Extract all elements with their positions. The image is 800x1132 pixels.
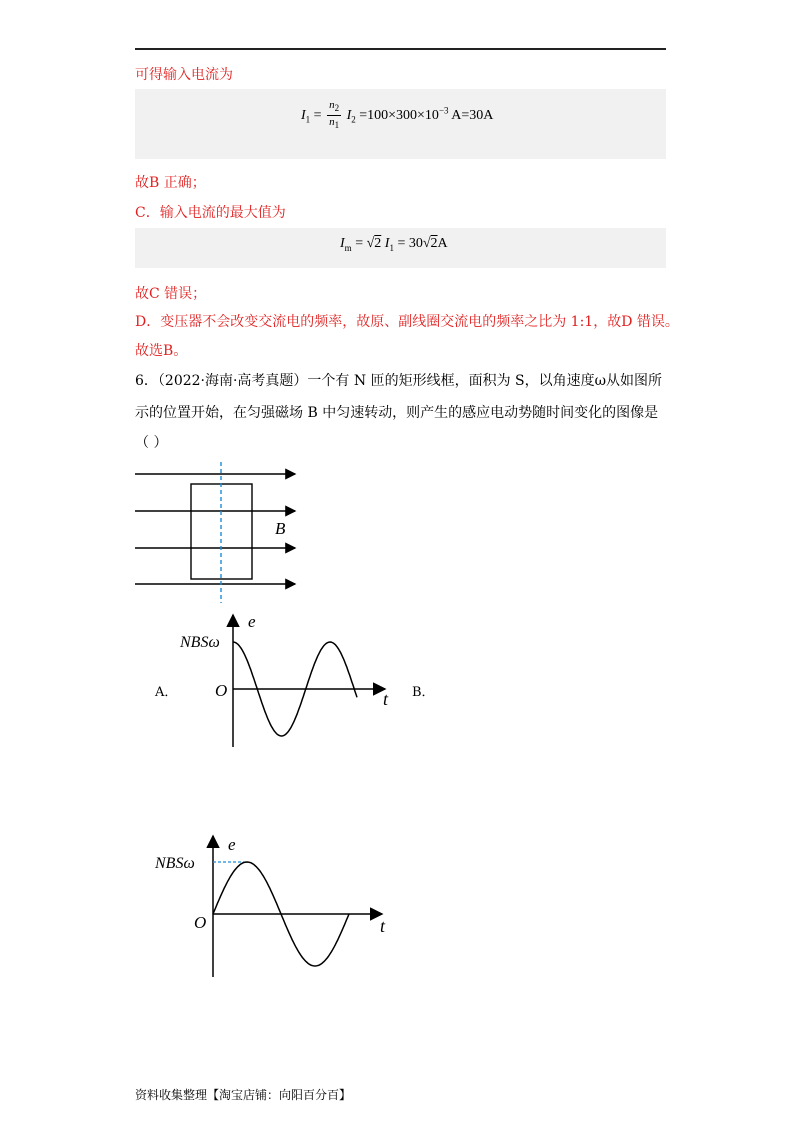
coil-field-figure (130, 460, 310, 605)
peak-label: NBSω (155, 855, 195, 872)
option-b-label: B． (412, 685, 435, 700)
formula-1: $I_1$ = $\frac{n_2}{n_1}$ $I_2 =100\times 300\times 10^{-3}$ A=30A (301, 99, 494, 131)
peak-label: NBSω (180, 634, 220, 651)
origin-label: O (215, 681, 228, 700)
page-footer: 资料收集整理【淘宝店铺：向阳百分百】 (135, 1088, 352, 1102)
solution-line-3: C．输入电流的最大值为 (135, 205, 286, 221)
option-a-label: A． (155, 685, 178, 700)
axis-label-t: t (383, 689, 389, 709)
axis-label-e: e (228, 835, 236, 854)
fraction-n2-n1: $\frac{n_2}{n_1}$ (329, 99, 340, 131)
option-b-graph (150, 832, 395, 982)
formula-box-1 (135, 89, 666, 159)
formula-box-2 (135, 228, 666, 268)
axis-label-e: e (248, 612, 256, 631)
field-label-b: B (275, 519, 286, 538)
field-lines (135, 474, 295, 584)
formula-2: $I_m = √2$ $I_1 = 30√2A$ (340, 236, 448, 253)
question-line-2: 示的位置开始，在匀强磁场 B 中匀速转动，则产生的感应电动势随时间变化的图像是 (135, 405, 659, 421)
axis-label-t: t (380, 916, 386, 936)
solution-line-6: 故选B。 (135, 343, 188, 359)
question-line-3: （ ） (135, 435, 168, 451)
solution-line-1: 可得输入电流为 (135, 67, 233, 83)
solution-line-4: 故C 错误； (135, 286, 207, 302)
origin-label: O (194, 913, 207, 932)
solution-line-2: 故B 正确； (135, 175, 206, 191)
header-rule (135, 48, 666, 50)
question-line-1: 6．（2022·海南·高考真题）一个有 N 匝的矩形线框，面积为 S，以角速度ω从如图所 (135, 373, 663, 389)
solution-line-5: D．变压器不会改变交流电的频率，故原、副线圈交流电的频率之比为 1:1，故D 错误。 (135, 314, 679, 330)
option-a-graph (175, 610, 405, 755)
